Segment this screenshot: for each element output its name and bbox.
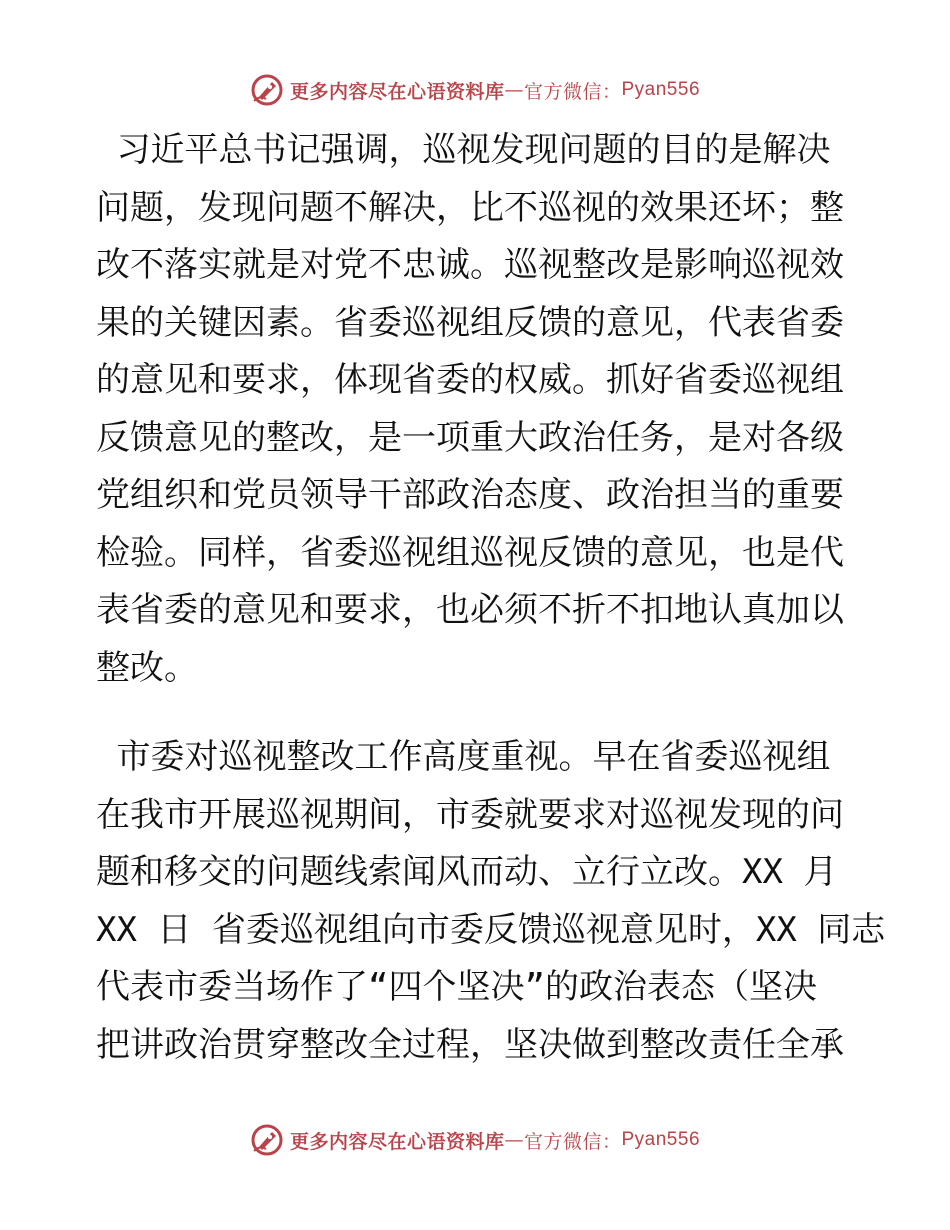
text-line: 在我市开展巡视期间，市委就要求对巡视发现的问	[96, 794, 844, 835]
text-line: 整改。	[96, 647, 198, 688]
banner-brand-text: 更多内容尽在心语资料库	[289, 1130, 505, 1153]
text-line: 题和移交的问题线索闻风而动、立行立改。XX 月	[96, 852, 838, 892]
header-banner	[0, 70, 950, 110]
paragraph-1	[96, 122, 856, 697]
text-line: 习近平总书记强调，巡视发现问题的目的是解决	[96, 130, 831, 170]
document-body	[96, 122, 886, 1074]
footer-banner	[0, 1120, 950, 1160]
text-line: XX 日 省委巡视组向市委反馈巡视意见时，XX 同志	[96, 909, 886, 950]
banner-brand-text: 更多内容尽在心语资料库	[289, 80, 505, 103]
paragraph-spacer	[96, 697, 856, 729]
banner-account: Pyan556	[621, 1129, 701, 1150]
paragraph-2	[96, 729, 886, 1074]
text-line: 反馈意见的整改，是一项重大政治任务，是对各级	[96, 417, 844, 458]
text-line: 党组织和党员领导干部政治态度、政治担当的重要	[96, 475, 844, 515]
text-line: 表省委的意见和要求，也必须不折不扣地认真加以	[96, 590, 844, 630]
banner-account: Pyan556	[621, 79, 701, 100]
banner-separator: —	[504, 1129, 524, 1151]
pen-nib-logo-icon	[250, 73, 284, 107]
banner-wechat-label: 官方微信：	[523, 80, 622, 103]
text-line: 代表市委当场作了“四个坚决”的政治表态（坚决	[96, 967, 817, 1007]
text-line: 问题，发现问题不解决，比不巡视的效果还坏；整	[96, 187, 844, 228]
text-line: 市委对巡视整改工作高度重视。早在省委巡视组	[96, 737, 831, 777]
text-line: 果的关键因素。省委巡视组反馈的意见，代表省委	[96, 302, 844, 343]
text-line: 检验。同样，省委巡视组巡视反馈的意见，也是代	[96, 532, 844, 573]
text-line: 把讲政治贯穿整改全过程，坚决做到整改责任全承	[96, 1024, 844, 1065]
pen-nib-logo-icon	[250, 1123, 284, 1157]
text-line: 的意见和要求，体现省委的权威。抓好省委巡视组	[96, 360, 844, 400]
text-line: 改不落实就是对党不忠诚。巡视整改是影响巡视效	[96, 245, 844, 285]
banner-separator: —	[504, 79, 524, 101]
banner-wechat-label: 官方微信：	[523, 1130, 622, 1153]
